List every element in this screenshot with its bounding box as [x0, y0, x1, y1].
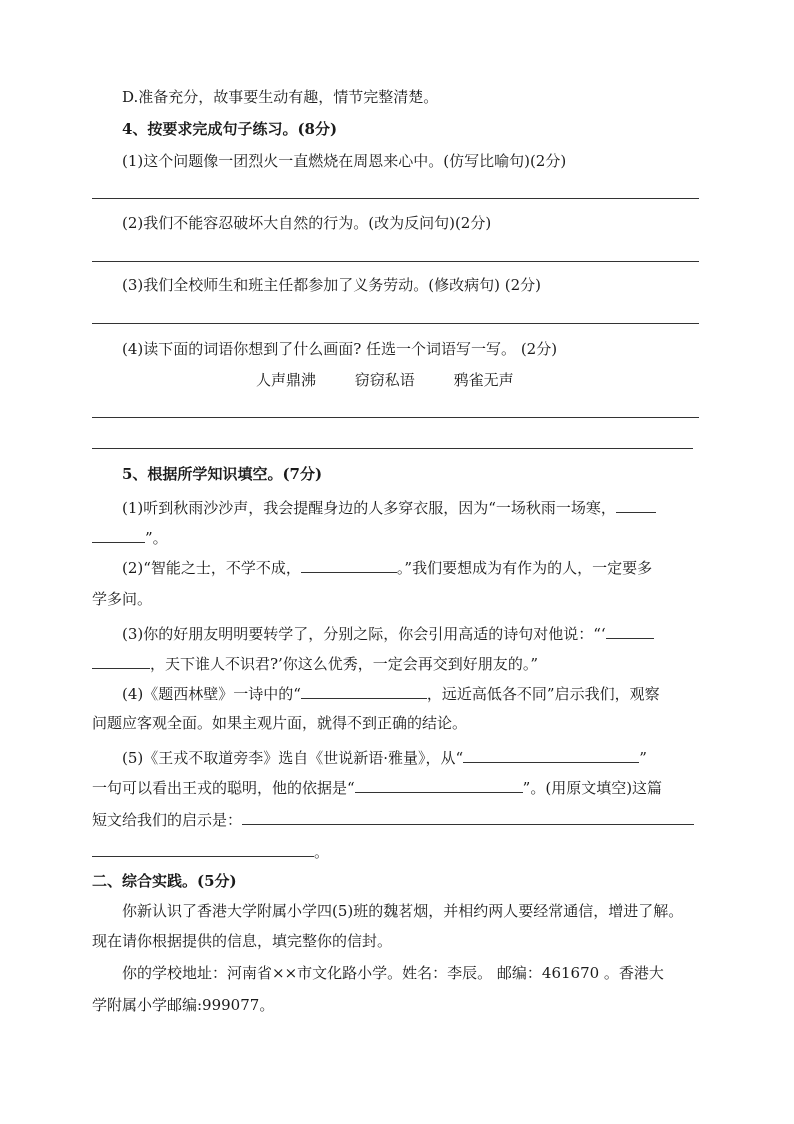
blank-5-5b[interactable]: [355, 776, 523, 793]
question-4-1: (1)这个问题像一团烈火一直燃烧在周恩来心中。(仿写比喻句)(2分): [122, 152, 567, 170]
blank-5-5c[interactable]: [242, 808, 694, 825]
question-5-2-text: (2)“智能之士，不学不成，: [122, 559, 301, 577]
question-4-3: (3)我们全校师生和班主任都参加了义务劳动。(修改病句) (2分): [122, 276, 541, 294]
blank-5-5a[interactable]: [463, 746, 639, 763]
question-5-4: [122, 682, 660, 705]
question-5-4-rest: ，远近高低各不同”启示我们，观察: [426, 685, 660, 703]
question-5-3-cont: [92, 652, 538, 675]
question-5-5-quote-end: ”: [639, 749, 647, 767]
section-2-title: 二、综合实践。(5分): [92, 872, 237, 890]
word-list: [256, 369, 548, 391]
section-2-paragraph-4: 学附属小学邮编:999077。: [92, 996, 275, 1014]
question-5-3-text: (3)你的好朋友明明要转学了，分别之际，你会引用高适的诗句对他说：“‘: [122, 625, 606, 643]
answer-line-4-2[interactable]: [92, 261, 699, 262]
blank-5-3b[interactable]: [92, 652, 150, 669]
blank-5-5d[interactable]: [92, 840, 314, 857]
question-5-5: [122, 746, 647, 769]
question-5-3: [122, 622, 654, 645]
section-2-paragraph-3: 你的学校地址：河南省××市文化路小学。姓名：李辰。 邮编：461670 。香港大: [122, 964, 664, 982]
blank-5-1b[interactable]: [92, 526, 145, 543]
blank-5-3a[interactable]: [606, 622, 654, 639]
question-5-5-text4: 短文给我们的启示是：: [92, 811, 243, 829]
question-5-2-cont: 学多问。: [92, 590, 153, 608]
question-4-2: (2)我们不能容忍破坏大自然的行为。(改为反问句)(2分): [122, 214, 492, 232]
question-5-1: [122, 496, 656, 519]
question-5-2-rest: 。”我们要想成为有作为的人，一定要多: [396, 559, 653, 577]
question-5-5-cont2: [92, 808, 694, 831]
question-4-4: (4)读下面的词语你想到了什么画面? 任选一个词语写一写。 (2分): [122, 340, 558, 358]
question-5-5-text2: 一句可以看出王戎的聪明，他的依据是“: [92, 779, 355, 797]
question-5-4-cont: 问题应客观全面。如果主观片面，就得不到正确的结论。: [92, 714, 468, 732]
question-5-1-cont: [92, 526, 168, 549]
section-2-paragraph-2: 现在请你根据提供的信息，填完整你的信封。: [92, 932, 393, 950]
section-2-paragraph-1: 你新认识了香港大学附属小学四(5)班的魏茗烟，并相约两人要经常通信，增进了解。: [122, 902, 684, 920]
question-5-1-end: ”。: [145, 529, 168, 547]
answer-line-4-4b[interactable]: [92, 448, 693, 449]
question-5-4-text: (4)《题西林壁》一诗中的“: [122, 685, 301, 703]
question-5-5-cont: [92, 776, 662, 799]
question-5-1-text: (1)听到秋雨沙沙声，我会提醒身边的人多穿衣服，因为“一场秋雨一场寒，: [122, 499, 616, 517]
option-d: D.准备充分，故事要生动有趣，情节完整清楚。: [122, 88, 439, 106]
blank-5-2[interactable]: [301, 556, 397, 573]
question-5-5-text: (5)《王戎不取道旁李》选自《世说新语·雅量》，从“: [122, 749, 464, 767]
question-5-5-cont3: [92, 840, 329, 863]
question-5-5-text3: ”。(用原文填空)这篇: [522, 779, 663, 797]
question-5-3-rest: ，天下谁人不识君?’你这么优秀，一定会再交到好朋友的。”: [150, 655, 538, 673]
question-5-title: 5、根据所学知识填空。(7分): [122, 465, 323, 483]
word-item: 窃窃私语: [354, 371, 415, 389]
word-item: 鸦雀无声: [453, 371, 514, 389]
answer-line-4-3[interactable]: [92, 323, 699, 324]
word-item: 人声鼎沸: [256, 371, 317, 389]
blank-5-1a[interactable]: [616, 496, 656, 513]
question-5-5-end: 。: [314, 843, 330, 861]
question-4-title: 4、按要求完成句子练习。(8分): [122, 120, 338, 138]
blank-5-4[interactable]: [301, 682, 427, 699]
answer-line-4-4a[interactable]: [92, 417, 699, 418]
question-5-2: [122, 556, 652, 579]
answer-line-4-1[interactable]: [92, 198, 699, 199]
